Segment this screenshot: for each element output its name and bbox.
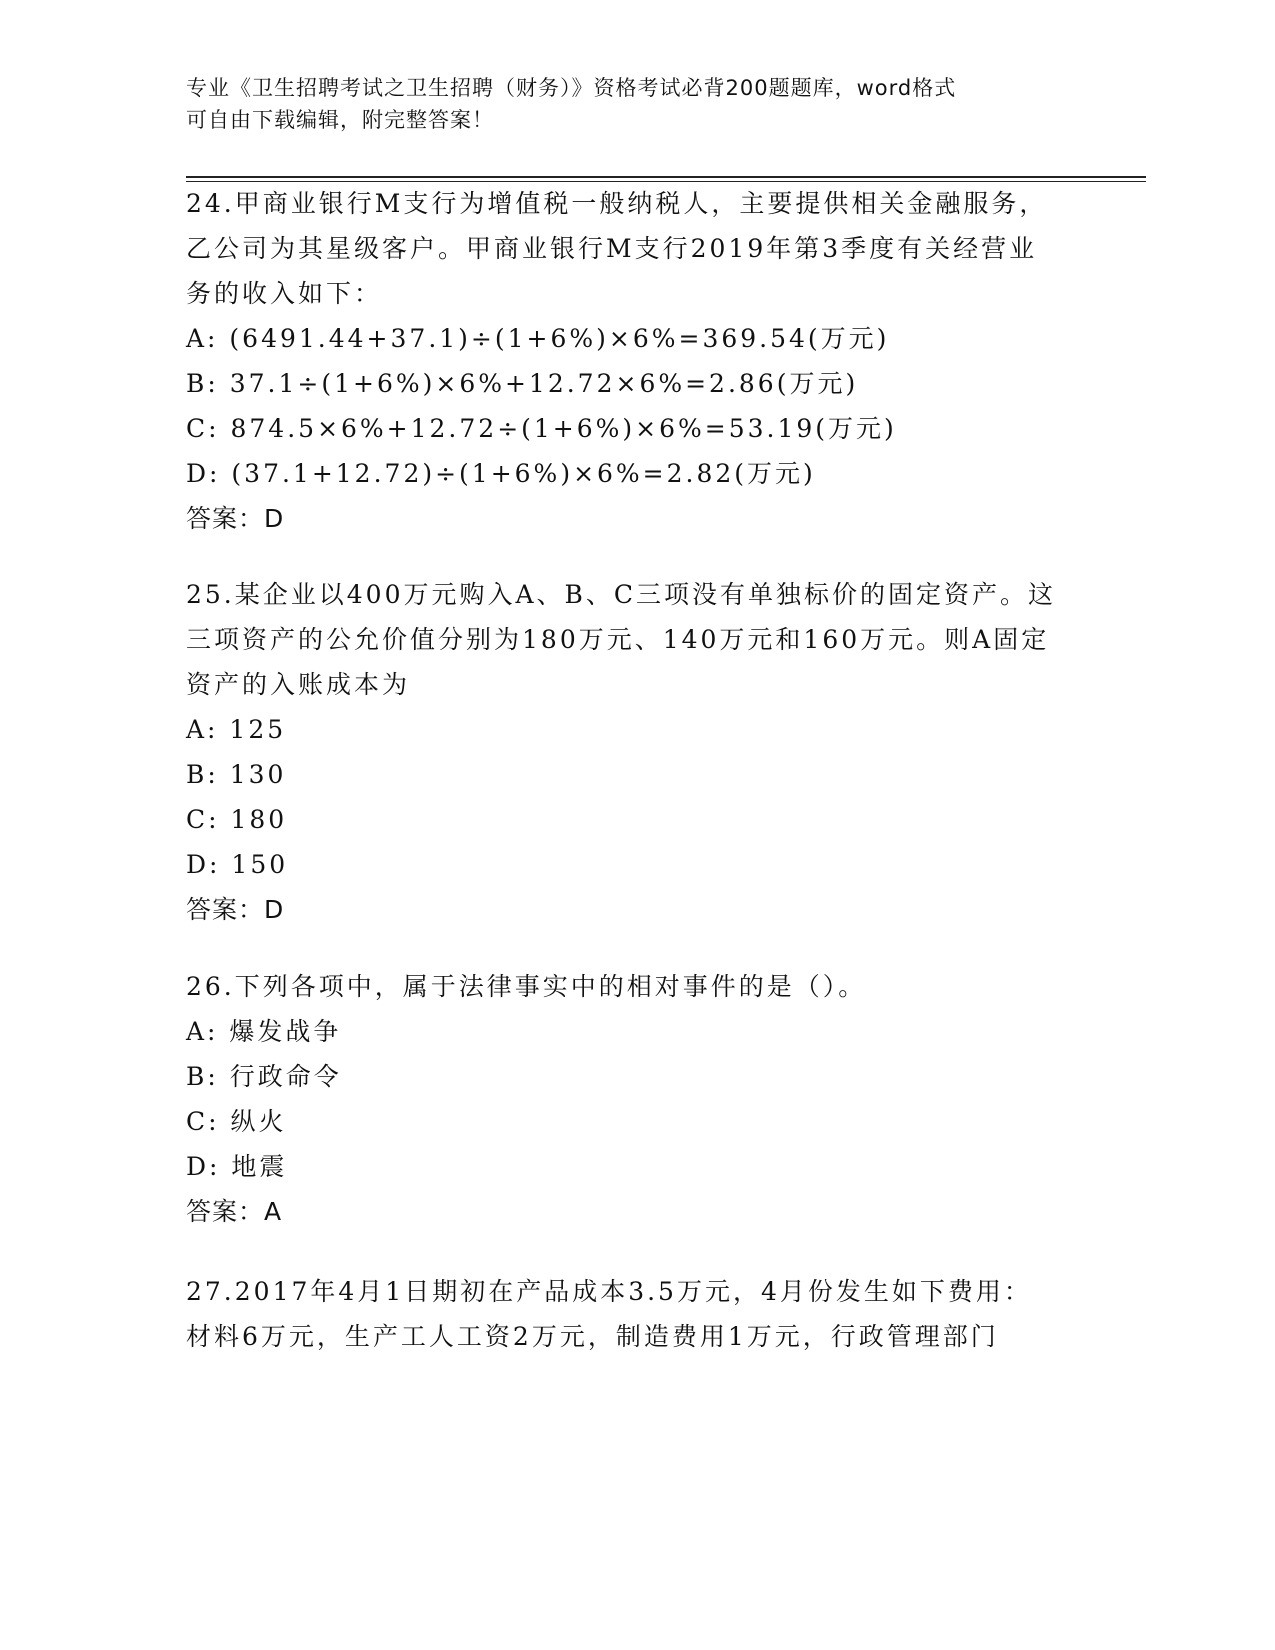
header-line-2: 可自由下载编辑，附完整答案！ — [186, 108, 494, 132]
option-c: C: 纵火 — [186, 1107, 287, 1136]
option-c: C: 180 — [186, 805, 288, 834]
answer-line: 答案：D — [186, 504, 285, 533]
question-25 — [186, 572, 1086, 932]
question-stem-line: 25.某企业以400万元购入A、B、C三项没有单独标价的固定资产。这 — [186, 580, 1057, 609]
document-header — [186, 72, 1066, 136]
question-stem-line: 三项资产的公允价值分别为180万元、140万元和160万元。则A固定 — [186, 625, 1050, 654]
answer-line: 答案：D — [186, 895, 285, 924]
question-stem-line: 26.下列各项中，属于法律事实中的相对事件的是（）。 — [186, 972, 867, 1001]
answer-line: 答案：A — [186, 1197, 283, 1226]
option-d: D: 150 — [186, 850, 289, 879]
question-24 — [186, 181, 1086, 541]
option-b: B: 130 — [186, 760, 287, 789]
question-stem-line: 24.甲商业银行M支行为增值税一般纳税人，主要提供相关金融服务， — [186, 189, 1048, 218]
option-b: B: 行政命令 — [186, 1062, 342, 1091]
header-divider-thick — [186, 176, 1146, 178]
question-stem-line: 乙公司为其星级客户。甲商业银行M支行2019年第3季度有关经营业 — [186, 234, 1038, 263]
question-stem-line: 资产的入账成本为 — [186, 670, 411, 699]
option-a: A: 爆发战争 — [186, 1017, 342, 1046]
question-26 — [186, 964, 1086, 1234]
header-line-1: 专业《卫生招聘考试之卫生招聘（财务）》资格考试必背200题题库，word格式 — [186, 76, 957, 100]
option-a: A: (6491.44+37.1)÷(1+6%)×6%=369.54(万元) — [186, 324, 890, 353]
option-d: D: 地震 — [186, 1152, 288, 1181]
question-stem-line: 务的收入如下： — [186, 279, 383, 308]
option-b: B: 37.1÷(1+6%)×6%+12.72×6%=2.86(万元) — [186, 369, 859, 398]
question-stem-line: 27.2017年4月1日期初在产品成本3.5万元，4月份发生如下费用： — [186, 1277, 1032, 1306]
question-stem-line: 材料6万元，生产工人工资2万元，制造费用1万元，行政管理部门 — [186, 1322, 999, 1351]
option-c: C: 874.5×6%+12.72÷(1+6%)×6%=53.19(万元) — [186, 414, 897, 443]
question-27 — [186, 1269, 1086, 1359]
option-a: A: 125 — [186, 715, 287, 744]
option-d: D: (37.1+12.72)÷(1+6%)×6%=2.82(万元) — [186, 459, 816, 488]
